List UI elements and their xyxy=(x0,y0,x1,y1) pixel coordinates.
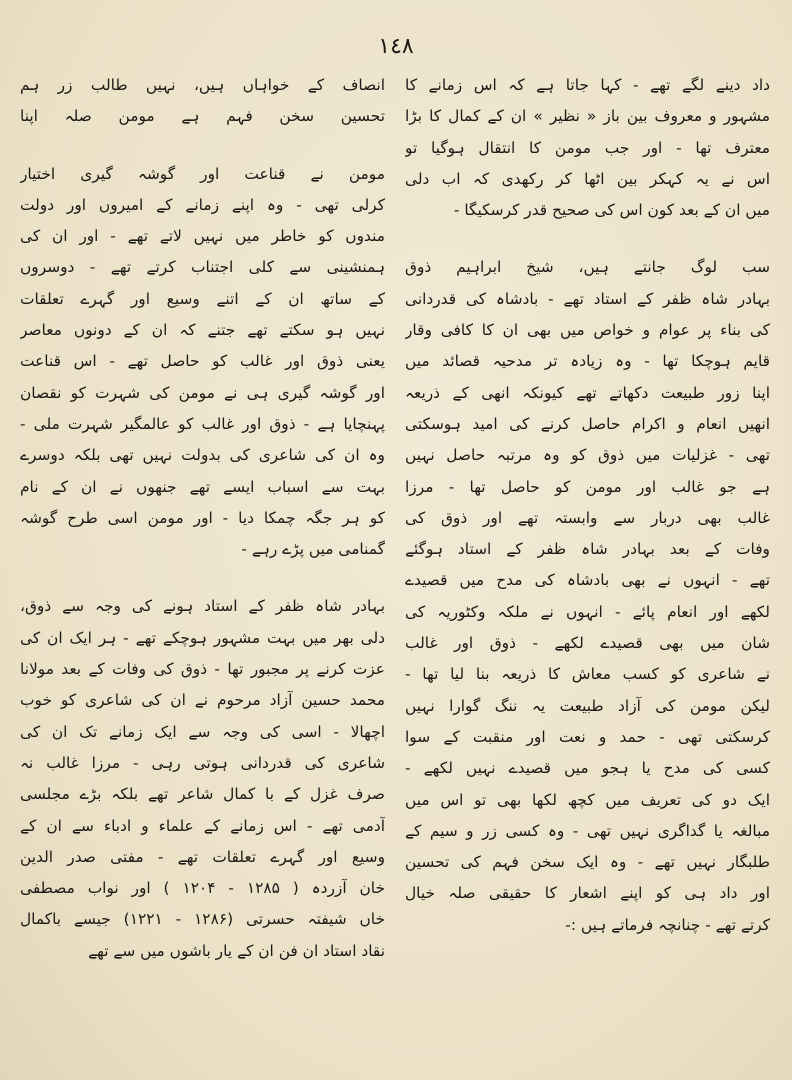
text-line: عزت کرنے پر مجبور تھا - ذوق کی وفات کے بعد مولانا xyxy=(20,660,385,679)
text-line: مشہور و معروف بین باز « نظیر » ان کے کمال کا بڑا xyxy=(405,107,770,126)
text-line: معترف تھا - اور جب مومن کا انتقال ہوگیا تو xyxy=(405,138,770,157)
text-line: نہیں ہو سکتے تھے جتنے کہ ان کے دونوں معاصر xyxy=(20,321,385,340)
couplet xyxy=(20,70,385,133)
text-line: وہ ان کی شاعری کی بدولت نہیں تھی بلکہ دوسرے xyxy=(20,446,385,465)
text-line: ہمنشینی سے کلی اجتناب کرتے تھے - دوسروں xyxy=(20,258,385,277)
text-line: خاں شیفتہ حسرتی (۱۲۸۶ - ۱۲۲۱) جیسے باکمال xyxy=(20,910,385,929)
text-line: تحسین سخن فہم ہے مومن صلہ اپنا xyxy=(20,107,385,126)
text-line: شان میں بھی قصیدے لکھے - ذوق اور غالب xyxy=(405,634,770,653)
text-line: وسیع اور گہرے تعلقات تھے - مفتی صدر الدین xyxy=(20,847,385,866)
text-line: ایک دو کی تعریف میں کچھ لکھا بھی تو اس میں xyxy=(405,790,770,809)
text-line: یعنی ذوق اور غالب کو حاصل تھے - اس قناعت xyxy=(20,352,385,371)
text-line: نے شاعری کو کسب معاش کا ذریعہ بنا لیا تھا - xyxy=(405,665,770,684)
text-line: کے ساتھ ان کے اتنے وسیع اور گہرے تعلقات xyxy=(20,289,385,308)
paragraph xyxy=(405,70,770,226)
text-line: خان آزردہ ( ۱۲۸۵ - ۱۲۰۴ ) اور نواب مصطفی xyxy=(20,879,385,898)
right-column xyxy=(405,70,770,941)
text-line: تھے - انہوں نے بھی بادشاہ کی مدح میں قصیدے xyxy=(405,571,770,590)
text-line: شاعری کی قدردانی ہوتی رہی - مرزا غالب نہ xyxy=(20,753,385,772)
text-line: نقاد استاد ان فن ان کے یار باشوں میں سے تھے xyxy=(88,941,385,960)
text-line: آدمی تھے - اس زمانے کے علماء و ادباء سے ان کے xyxy=(20,816,385,835)
text-line: طلبگار نہیں تھے - وہ ایک سخن فہم کی تحسین xyxy=(405,853,770,872)
text-line: لکھے اور انعام پائے - انہوں نے ملکہ وکٹوریہ کی xyxy=(405,602,770,621)
text-line: کرسکتی تھی - حمد و نعت اور منقبت کے سوا xyxy=(405,727,770,746)
text-line: اس نے یہ کہکر بین اٹھا کر رکھدی کہ اب دلی xyxy=(405,169,770,188)
text-line: تھی - غزلیات میں ذوق کو وہ مرتبہ حاصل نہیں xyxy=(405,446,770,465)
text-line: گمنامی میں پڑے رہے - xyxy=(241,540,385,559)
paragraph xyxy=(20,591,385,967)
text-line: قایم ہوچکا تھا - وہ زیادہ تر مدحیہ قصائد میں xyxy=(405,352,770,371)
text-line: کسی کی مدح یا ہجو میں قصیدے نہیں لکھے - xyxy=(405,759,770,778)
text-line: ہے جو غالب اور مومن کو حاصل تھا - مرزا xyxy=(405,477,770,496)
text-line: بہادر شاہ ظفر کے استاد تھے - بادشاہ کی قدردانی xyxy=(405,289,770,308)
text-line: بہادر شاہ ظفر کے استاد ہونے کی وجہ سے ذوق، xyxy=(20,597,385,616)
text-line: لیکن مومن کی آزاد طبیعت یہ ننگ گوارا نہیں xyxy=(405,696,770,715)
paragraph xyxy=(20,159,385,566)
text-line: بہت سے اسباب ایسے تھے جنھوں نے ان کے نام xyxy=(20,477,385,496)
text-line: سب لوگ جانتے ہیں، شیخ ابراہیم ذوق xyxy=(405,258,770,277)
text-line: صرف غزل کے با کمال شاعر تھے بلکہ بڑے مجلسی xyxy=(20,785,385,804)
text-line: اپنا زور طبیعت دکھاتے تھے کیونکہ انھی کے ذریعہ xyxy=(405,383,770,402)
text-line: اچھالا - اسی کی وجہ سے ایک زمانے تک ان کی xyxy=(20,722,385,741)
text-line: کرلی تھی - وہ اپنے زمانے کے امیروں اور دولت xyxy=(20,195,385,214)
text-line: مبالغہ یا گداگری نہیں تھی - وہ کسی زر و سیم کے xyxy=(405,821,770,840)
text-line: پہنچایا ہے - ذوق اور غالب کو عالمگیر شہرت ملی - xyxy=(20,414,385,433)
text-line: مومن نے قناعت اور گوشہ گیری اختیار xyxy=(20,164,385,183)
text-line: میں ان کے بعد کون اس کی صحیح قدر کرسکیگا - xyxy=(453,201,770,220)
text-line: وفات کے بعد بہادر شاہ ظفر کے استاد ہوگئے xyxy=(405,540,770,559)
text-line: کرتے تھے - چنانچہ فرماتے ہیں :- xyxy=(565,915,770,934)
text-line: انصاف کے خواہاں ہیں، نہیں طالب زر ہم xyxy=(20,76,385,94)
text-line: مندوں کو خاطر میں نہیں لاتے تھے - اور ان کی xyxy=(20,227,385,246)
text-line: محمد حسین آزاد مرحوم نے ان کی شاعری کو خوب xyxy=(20,691,385,710)
text-line: دلی بھر میں بہت مشہور ہوچکے تھے - ہر ایک ان کی xyxy=(20,628,385,647)
left-column xyxy=(20,70,385,967)
text-line: اور گوشہ گیری ہی نے مومن کی شہرت کو نقصان xyxy=(20,383,385,402)
page-number: ١٤٨ xyxy=(378,34,414,59)
text-line: داد دینے لگے تھے - کہا جاتا ہے کہ اس زمانے کا xyxy=(405,76,770,94)
text-line: اور داد ہی کو اپنے اشعار کا حقیقی صلہ خیال xyxy=(405,884,770,903)
text-line: انھیں انعام و اکرام حاصل کرنے کی امید ہوسکتی xyxy=(405,414,770,433)
text-line: غالب بھی دربار سے وابستہ تھے اور ذوق کی xyxy=(405,508,770,527)
paragraph xyxy=(405,252,770,941)
text-line: کی بناء پر عوام و خواص میں بھی ان کا کافی وقار xyxy=(405,321,770,340)
text-line: کو ہر جگہ چمکا دیا - اور مومن اسی طرح گوشہ xyxy=(20,508,385,527)
